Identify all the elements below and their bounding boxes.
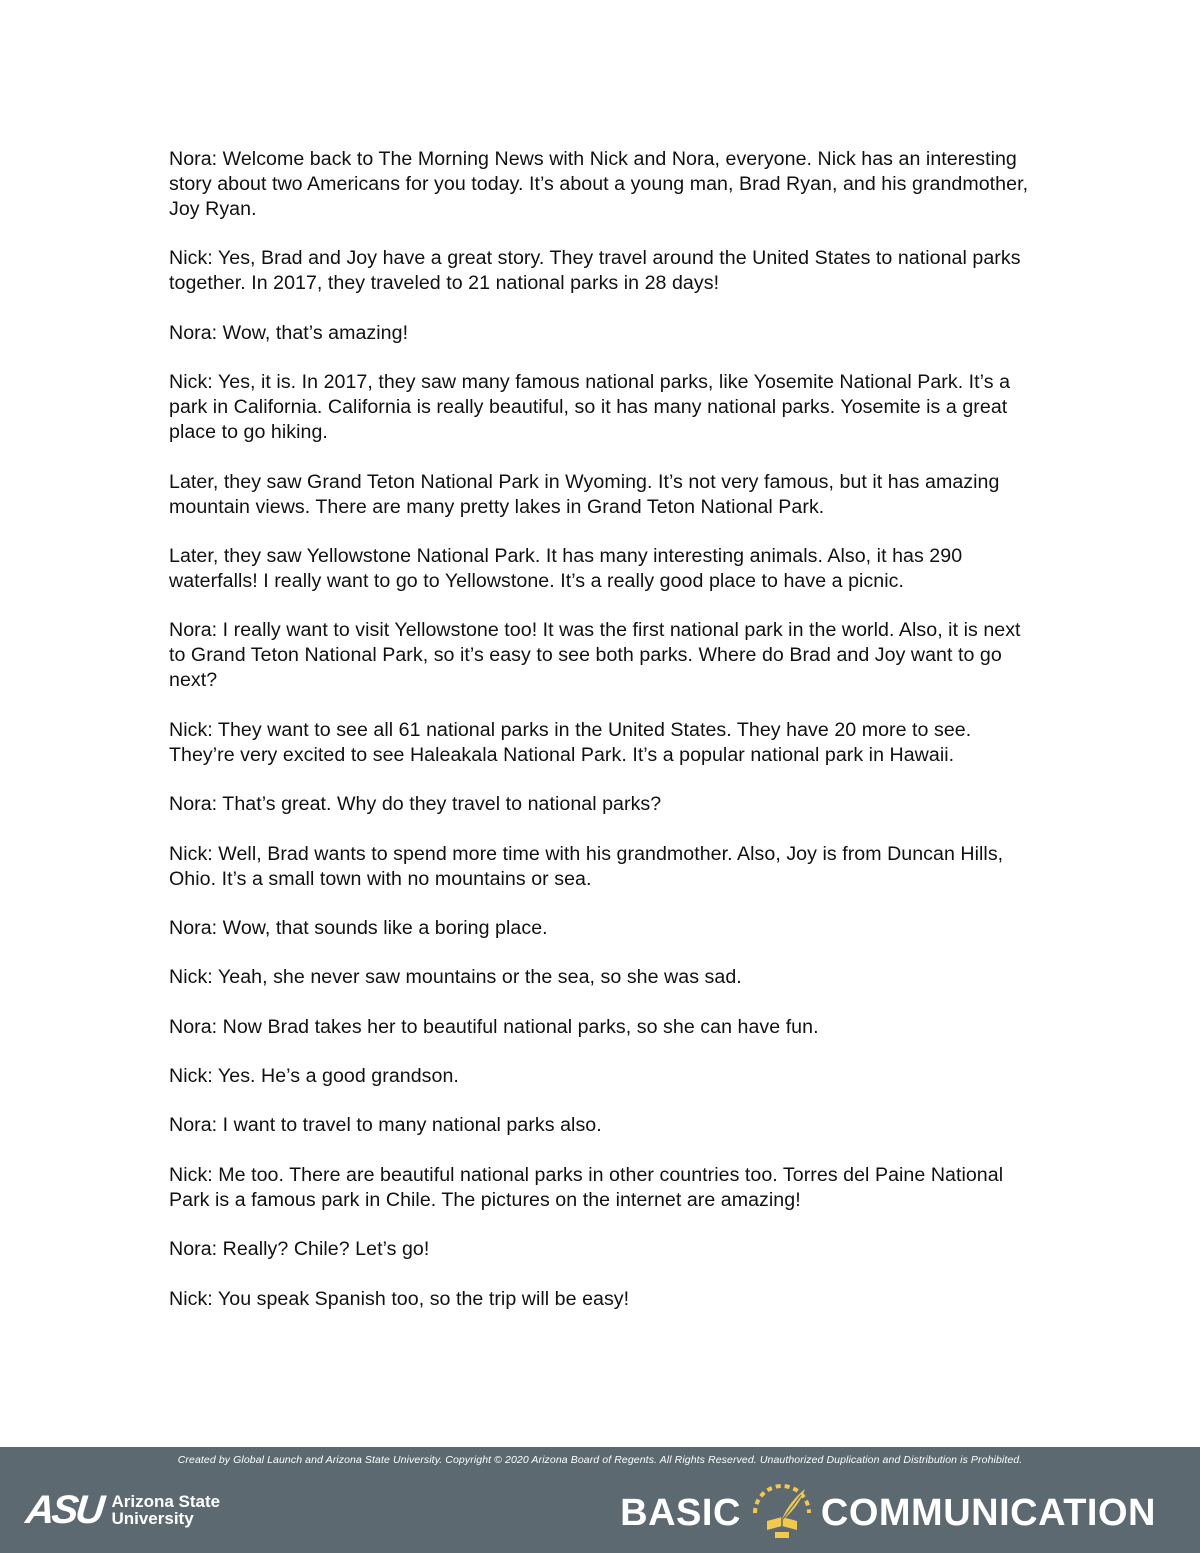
paragraph-13: Nora: Now Brad takes her to beautiful national parks, so she can have fun. bbox=[169, 1015, 819, 1038]
paragraph-12: Nick: Yeah, she never saw mountains or the sea, so she was sad. bbox=[169, 966, 742, 989]
paragraph-3: Nora: Wow, that’s amazing! bbox=[169, 321, 409, 344]
quill-book-emblem-icon bbox=[749, 1483, 815, 1543]
university-name bbox=[111, 1493, 220, 1527]
copyright-notice: Created by Global Launch and Arizona State University. Copyright © 2020 Arizona Board of Regents. All Rights Reserved. Unauthorized Duplication and Distribution is Prohibited. bbox=[177, 1454, 1023, 1466]
paragraph-1: Nora: Welcome back to The Morning News with Nick and Nora, everyone. Nick has an interesting story about two Americans for you today. It’s about a young man, Brad Ryan, and his grandmother, Joy Ryan. bbox=[169, 148, 1029, 220]
paragraph-2: Nick: Yes, Brad and Joy have a great story. They travel around the United States to national parks together. In 2017, they traveled to 21 national parks in 28 days! bbox=[169, 247, 1021, 295]
transcript-body bbox=[169, 147, 1039, 1336]
university-name-line2: University bbox=[111, 1509, 194, 1528]
paragraph-15: Nora: I want to travel to many national parks also. bbox=[169, 1114, 602, 1137]
paragraph-14: Nick: Yes. He’s a good grandson. bbox=[169, 1065, 459, 1088]
paragraph-6: Later, they saw Yellowstone National Park. It has many interesting animals. Also, it has 290 waterfalls! I really want to go to Yellowstone. It’s a really good place to have a picnic. bbox=[169, 544, 963, 592]
paragraph-16: Nick: Me too. There are beautiful national parks in other countries too. Torres del Paine National Park is a famous park in Chile. The pictures on the internet are amazing! bbox=[169, 1163, 1004, 1211]
asu-mark: ASU bbox=[23, 1488, 104, 1532]
paragraph-8: Nick: They want to see all 61 national parks in the United States. They have 20 more to see. They’re very excited to see Haleakala National Park. It’s a popular national park in Hawaii. bbox=[169, 718, 972, 766]
paragraph-4: Nick: Yes, it is. In 2017, they saw many famous national parks, like Yosemite National Park. It’s a park in California. California is really beautiful, so it has many national parks. Yosemite is a great place to go hiking. bbox=[169, 371, 1011, 444]
brand-word-communication: COMMUNICATION bbox=[820, 1491, 1156, 1534]
paragraph-7: Nora: I really want to visit Yellowstone too! It was the first national park in the world. Also, it is next to Grand Teton National Park, so it’s easy to see both parks. Where do Brad and Joy want to go next? bbox=[169, 619, 1021, 692]
paragraph-9: Nora: That’s great. Why do they travel to national parks? bbox=[169, 793, 662, 816]
paragraph-17: Nora: Really? Chile? Let’s go! bbox=[169, 1238, 430, 1261]
paragraph-18: Nick: You speak Spanish too, so the trip will be easy! bbox=[169, 1287, 630, 1310]
university-name-line1: Arizona State bbox=[111, 1492, 221, 1511]
brand-word-basic: BASIC bbox=[620, 1491, 741, 1534]
paragraph-11: Nora: Wow, that sounds like a boring place. bbox=[169, 916, 548, 939]
paragraph-5: Later, they saw Grand Teton National Park in Wyoming. It’s not very famous, but it has amazing mountain views. There are many pretty lakes in Grand Teton National Park. bbox=[169, 470, 1000, 518]
basic-communication-logo bbox=[620, 1483, 1156, 1543]
paragraph-10: Nick: Well, Brad wants to spend more time with his grandmother. Also, Joy is from Duncan Hills, Ohio. It’s a small town with no mountains or sea. bbox=[169, 842, 1004, 890]
page-footer bbox=[0, 1447, 1200, 1553]
asu-logo bbox=[23, 1488, 221, 1532]
